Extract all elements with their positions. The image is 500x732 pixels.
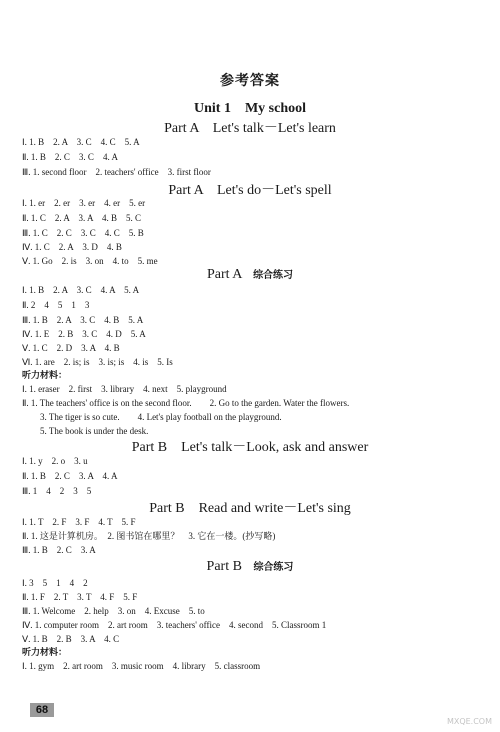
answer-line: Ⅱ. 1. The teachers' office is on the second floor. 2. Go to the garden. Water the flowers. <box>22 398 350 408</box>
section-header-text: Part B Let's talk－Look, ask and answer <box>131 440 369 455</box>
answer-line: Ⅲ. 1. Welcome 2. help 3. on 4. Excuse 5. to <box>22 606 205 616</box>
answer-line: Ⅰ. 1. B 2. A 3. C 4. A 5. A <box>22 285 140 295</box>
section-header-sub: 综合练习 <box>253 270 294 281</box>
answer-line: Ⅰ. 1. B 2. A 3. C 4. C 5. A <box>22 137 140 147</box>
page-number: 68 <box>30 703 54 717</box>
section-header-text: Part A Let's do－Let's spell <box>168 183 332 198</box>
section-header <box>0 266 500 283</box>
answer-line: Ⅳ. 1. computer room 2. art room 3. teachers' office 4. second 5. Classroom 1 <box>22 620 327 630</box>
listening-label: 听力材料： <box>22 648 68 658</box>
answer-line: 5. The book is under the desk. <box>40 426 149 436</box>
section-header-text: Part A <box>206 267 242 282</box>
answer-line: Ⅴ. 1. C 2. D 3. A 4. B <box>22 343 120 353</box>
answer-line: Ⅰ. 1. eraser 2. first 3. library 4. next 5. playground <box>22 384 227 394</box>
answer-line: Ⅱ. 1. B 2. C 3. A 4. A <box>22 471 118 481</box>
answer-line: Ⅱ. 2 4 5 1 3 <box>22 300 90 310</box>
answer-line: Ⅳ. 1. E 2. B 3. C 4. D 5. A <box>22 329 146 339</box>
section-header-sub: 综合练习 <box>253 562 294 573</box>
answer-line: Ⅱ. 1. B 2. C 3. C 4. A <box>22 152 118 162</box>
answer-line: Ⅱ. 1. C 2. A 3. A 4. B 5. C <box>22 213 141 223</box>
answer-line: Ⅲ. 1 4 2 3 5 <box>22 486 92 496</box>
page-title: 参考答案 <box>220 73 280 89</box>
section-header <box>0 117 500 137</box>
answer-line: Ⅰ. 1. T 2. F 3. F 4. T 5. F <box>22 517 136 527</box>
section-header <box>0 497 500 517</box>
answer-line: Ⅴ. 1. Go 2. is 3. on 4. to 5. me <box>22 256 158 266</box>
answer-line: Ⅱ. 1. 这是计算机房。 2. 图书馆在哪里？ 3. 它在一楼。(抄写略) <box>22 531 276 541</box>
section-header <box>0 179 500 199</box>
section-header <box>0 558 500 575</box>
section-header <box>0 436 500 456</box>
answer-line: Ⅵ. 1. are 2. is; is 3. is; is 4. is 5. Is <box>22 357 173 367</box>
answer-line: Ⅲ. 1. B 2. A 3. C 4. B 5. A <box>22 315 144 325</box>
answer-line: Ⅰ. 1. gym 2. art room 3. music room 4. library 5. classroom <box>22 661 261 671</box>
answer-line: Ⅴ. 1. B 2. B 3. A 4. C <box>22 634 120 644</box>
listening-label: 听力材料： <box>22 371 68 381</box>
answer-line: Ⅲ. 1. B 2. C 3. A <box>22 545 96 555</box>
answer-line: Ⅰ. 3 5 1 4 2 <box>22 578 88 588</box>
answer-line: 3. The tiger is so cute. 4. Let's play football on the playground. <box>40 412 282 422</box>
answer-line: Ⅲ. 1. C 2. C 3. C 4. C 5. B <box>22 228 144 238</box>
section-header-text: Part B <box>206 559 242 574</box>
unit-title: Unit 1 My school <box>194 101 306 116</box>
answer-line: Ⅱ. 1. F 2. T 3. T 4. F 5. F <box>22 592 138 602</box>
answer-line: Ⅲ. 1. second floor 2. teachers' office 3. first floor <box>22 167 211 177</box>
section-header-text: Part B Read and write－Let's sing <box>149 501 351 516</box>
answer-line: Ⅰ. 1. y 2. o 3. u <box>22 456 88 466</box>
watermark: MXQE.COM <box>446 717 492 726</box>
answer-line: Ⅰ. 1. er 2. er 3. er 4. er 5. er <box>22 198 146 208</box>
answer-line: Ⅳ. 1. C 2. A 3. D 4. B <box>22 242 122 252</box>
section-header-text: Part A Let's talk－Let's learn <box>164 121 336 136</box>
